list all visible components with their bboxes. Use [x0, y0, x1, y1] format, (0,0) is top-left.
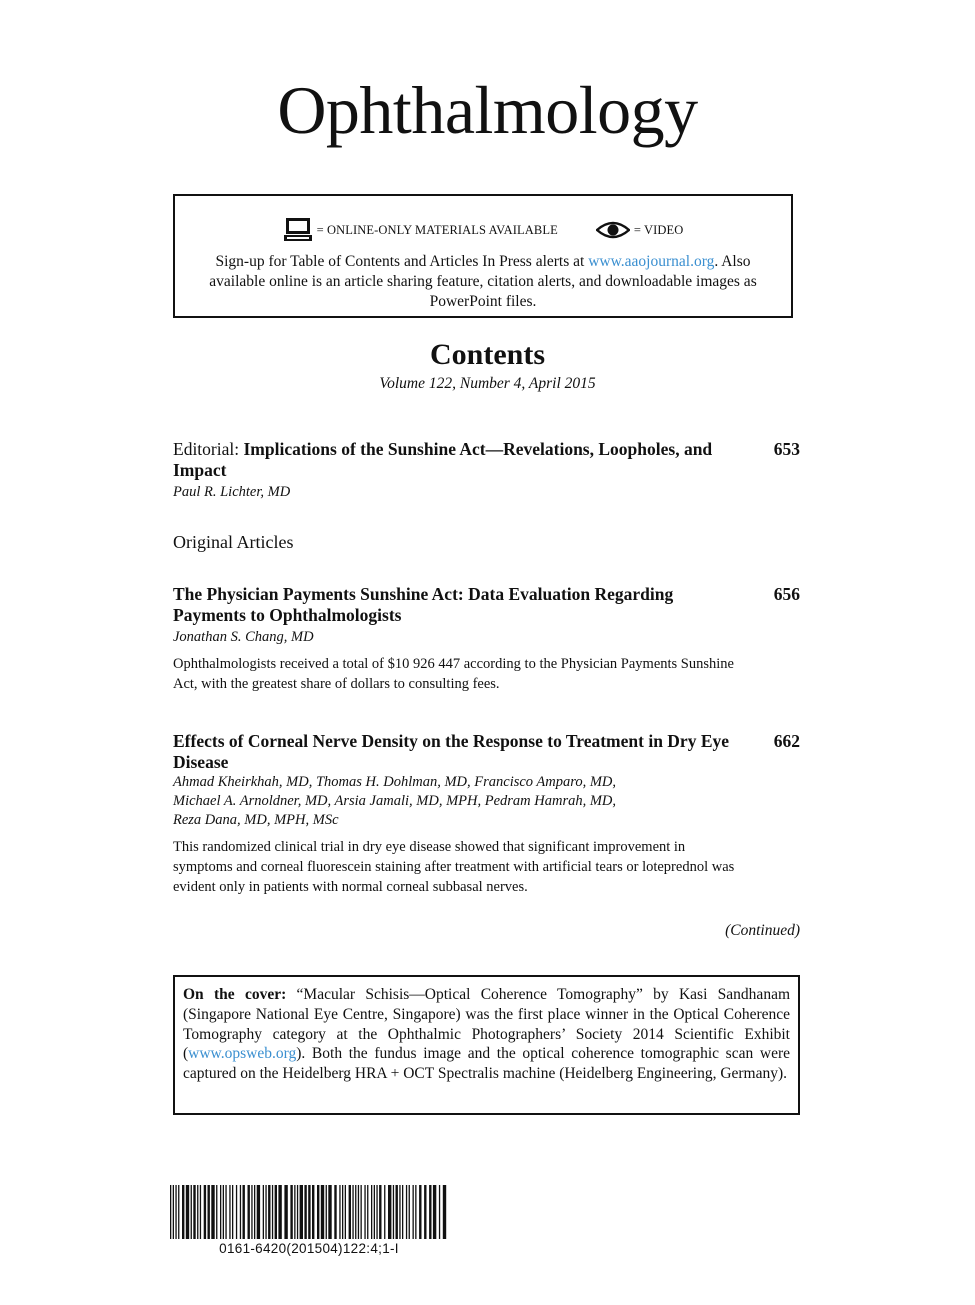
barcode-bar — [265, 1185, 266, 1239]
cover-label: On the cover: — [183, 986, 287, 1003]
barcode-bar — [178, 1185, 179, 1239]
editorial-title-text: Implications of the Sunshine Act—Revelations, Loopholes, and Impact — [173, 439, 713, 480]
contents-heading: Contents — [429, 338, 545, 371]
barcode-bar — [186, 1185, 189, 1239]
signup-text-before: Sign-up for Table of Contents and Articles In Press alerts at — [215, 253, 589, 270]
barcode-bar — [220, 1185, 221, 1239]
barcode-bar — [439, 1185, 440, 1239]
barcode-bar — [361, 1185, 362, 1239]
barcode-bar — [297, 1185, 298, 1239]
barcode-bar — [334, 1185, 336, 1239]
barcode-bar — [272, 1185, 273, 1239]
computer-icon — [283, 217, 313, 243]
barcode-bar — [317, 1185, 319, 1239]
barcode-bar — [225, 1185, 226, 1239]
barcode-bar — [248, 1185, 250, 1239]
article-2-page: 662 — [773, 731, 800, 751]
barcode-bar — [211, 1185, 214, 1239]
barcode-bar — [229, 1185, 230, 1239]
barcode-number: 0161-6420(201504)122:4;1-I — [219, 1241, 399, 1256]
opsweb-link[interactable]: www.opsweb.org — [188, 1045, 297, 1063]
barcode-bar — [358, 1185, 359, 1239]
barcode-bar — [379, 1185, 381, 1239]
barcode-bar — [197, 1185, 198, 1239]
editorial-prefix: Editorial: — [173, 439, 244, 459]
barcode-bar — [349, 1185, 351, 1239]
eye-icon — [596, 220, 630, 240]
editorial-page: 653 — [773, 439, 800, 459]
barcode-bar — [326, 1185, 327, 1239]
barcode-bar — [175, 1185, 176, 1239]
barcode-bar — [300, 1185, 303, 1239]
cover-text-after: ). Both the fundus image and the optical coherence tomographic scan were captured on the Heidelberg HRA + OCT Spectralis machine (Heidelberg Engineering, Germany). — [183, 1045, 790, 1083]
signup-text-after: . Also available online is an article sharing feature, citation alerts, and downloadable images as PowerPoint files. — [209, 253, 757, 310]
article-2-authors-line: Michael A. Arnoldner, MD, Arsia Jamali, MD, MPH, Pedram Hamrah, MD, — [173, 793, 617, 809]
barcode-bar — [429, 1185, 431, 1239]
barcode-bar — [173, 1185, 174, 1239]
article-1-page: 656 — [773, 584, 800, 604]
barcode-bar — [191, 1185, 192, 1239]
cover-text-before: “Macular Schisis—Optical Coherence Tomography” by Kasi Sandhanam (Singapore National Eye Centre, Singapore) was the first place winner in the Optical Coherence Tomography category at the Ophthalmic Photographers’ Society 2014 Scientific Exhibit ( — [183, 986, 790, 1063]
barcode-bar — [433, 1185, 436, 1239]
barcode-bar — [236, 1185, 237, 1239]
barcode — [168, 1185, 450, 1257]
article-2-authors-line: Ahmad Kheirkhah, MD, Thomas H. Dohlman, MD, Francisco Amparo, MD, — [173, 774, 617, 790]
aaojournal-link[interactable]: www.aaojournal.org — [588, 253, 715, 270]
barcode-bar — [371, 1185, 372, 1239]
journal-title: Ophthalmology — [277, 72, 698, 148]
barcode-bar — [409, 1185, 410, 1239]
barcode-bar — [182, 1185, 184, 1239]
barcode-bar — [308, 1185, 310, 1239]
barcode-bar — [251, 1185, 252, 1239]
editorial-title[interactable] — [173, 439, 733, 481]
barcode-bar — [284, 1185, 287, 1239]
barcode-bar — [257, 1185, 260, 1239]
article-2-authors — [173, 773, 733, 830]
barcode-bar — [200, 1185, 201, 1239]
article-1-summary: Ophthalmologists received a total of $10 926 447 according to the Physician Payments Sunshine Act, with the greatest share of dollars to consulting fees. — [173, 656, 734, 692]
barcode-bar — [339, 1185, 340, 1239]
barcode-bar — [399, 1185, 400, 1239]
barcode-bar — [424, 1185, 426, 1239]
barcode-bar — [290, 1185, 292, 1239]
barcode-bar — [396, 1185, 398, 1239]
barcode-bar — [254, 1185, 255, 1239]
barcode-bar — [415, 1185, 416, 1239]
barcode-bar — [278, 1185, 281, 1239]
barcode-bar — [268, 1185, 270, 1239]
barcode-bar — [402, 1185, 403, 1239]
cover-text — [183, 985, 790, 1084]
barcode-bar — [232, 1185, 233, 1239]
barcode-bar — [240, 1185, 241, 1239]
barcode-bar — [443, 1185, 446, 1239]
barcode-bar — [352, 1185, 353, 1239]
barcode-bar — [413, 1185, 414, 1239]
barcode-bar — [355, 1185, 356, 1239]
volume-info: Volume 122, Number 4, April 2015 — [379, 375, 596, 392]
legend-row — [175, 216, 791, 244]
article-2-title-text: Effects of Corneal Nerve Density on the Response to Treatment in Dry Eye Disease — [173, 731, 730, 772]
section-label: Original Articles — [173, 532, 294, 552]
barcode-bar — [216, 1185, 217, 1239]
barcode-bar — [393, 1185, 394, 1239]
barcode-bar — [275, 1185, 277, 1239]
barcode-bar — [204, 1185, 206, 1239]
barcode-bar — [193, 1185, 195, 1239]
signup-text — [191, 252, 775, 312]
legend-video — [596, 220, 684, 240]
legend-video-label: = VIDEO — [633, 222, 684, 237]
barcode-bar — [294, 1185, 295, 1239]
barcode-bar — [208, 1185, 210, 1239]
barcode-bar — [342, 1185, 343, 1239]
barcode-bar — [388, 1185, 391, 1239]
info-box — [173, 194, 793, 318]
barcode-bar — [419, 1185, 421, 1239]
article-1-authors: Jonathan S. Chang, MD — [173, 629, 314, 645]
barcode-bar — [328, 1185, 331, 1239]
article-2-title[interactable] — [173, 731, 733, 773]
barcode-bars — [168, 1185, 450, 1241]
legend-online — [283, 217, 558, 243]
barcode-bar — [376, 1185, 377, 1239]
article-2-authors-line: Reza Dana, MD, MPH, MSc — [173, 812, 339, 828]
barcode-bar — [364, 1185, 365, 1239]
legend-online-label: = ONLINE-ONLY MATERIALS AVAILABLE — [316, 222, 558, 237]
continued-note: (Continued) — [725, 922, 800, 939]
barcode-bar — [345, 1185, 346, 1239]
article-1-title-text: The Physician Payments Sunshine Act: Data Evaluation Regarding Payments to Ophthalmologists — [173, 584, 674, 625]
barcode-bar — [384, 1185, 385, 1239]
cover-box — [173, 975, 800, 1115]
barcode-bar — [312, 1185, 314, 1239]
barcode-bar — [367, 1185, 368, 1239]
article-1-title[interactable] — [173, 584, 733, 626]
barcode-bar — [406, 1185, 407, 1239]
barcode-bar — [243, 1185, 245, 1239]
barcode-bar — [223, 1185, 224, 1239]
editorial-authors: Paul R. Lichter, MD — [173, 484, 291, 500]
barcode-bar — [321, 1185, 324, 1239]
barcode-bar — [170, 1185, 171, 1239]
barcode-bar — [304, 1185, 306, 1239]
barcode-bar — [374, 1185, 375, 1239]
barcode-bar — [263, 1185, 264, 1239]
article-2-summary: This randomized clinical trial in dry eye disease showed that significant improvement in symptoms and corneal fluorescein staining after treatment with artificial tears or loteprednol was evident only in patients with normal corneal subbasal nerves. — [173, 839, 735, 895]
